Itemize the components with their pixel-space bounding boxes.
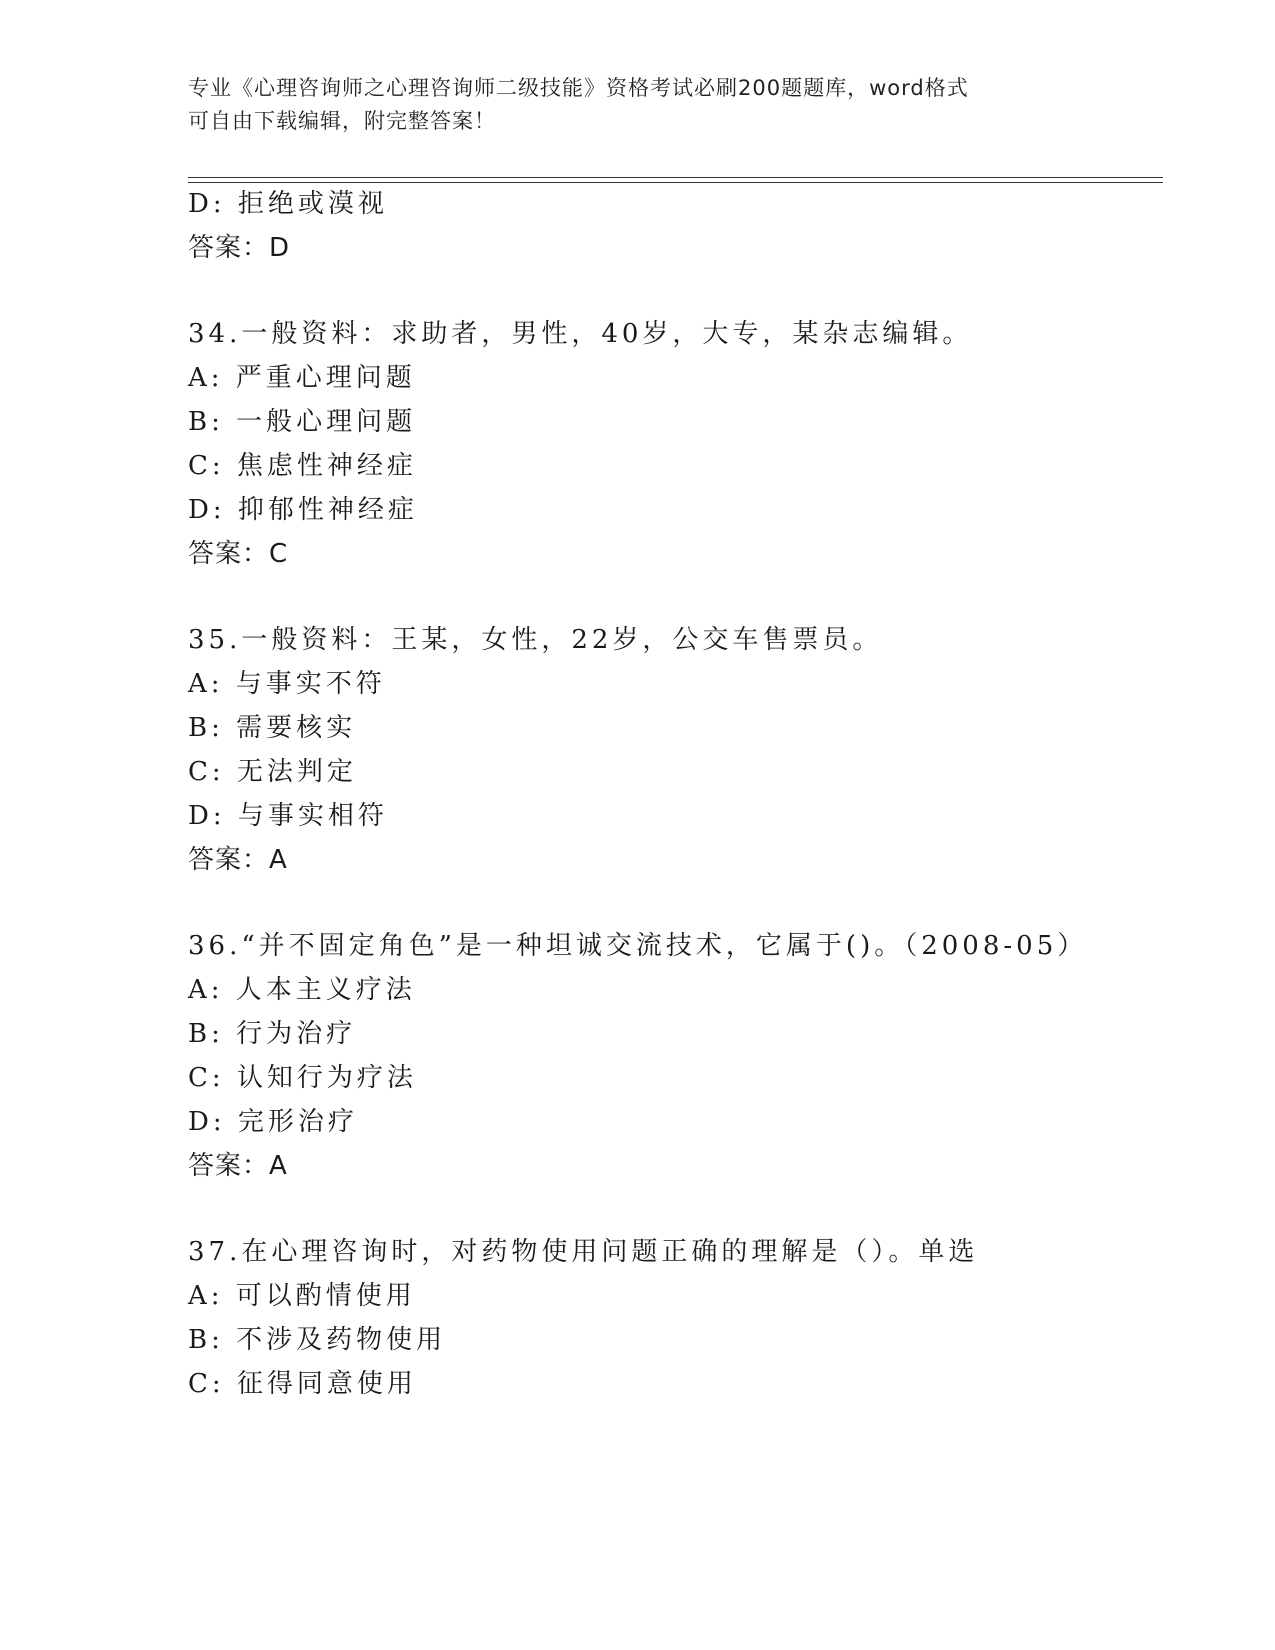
header-divider-bottom xyxy=(188,182,1163,183)
q37-option-b: B: 不涉及药物使用 xyxy=(188,1325,447,1355)
page-header xyxy=(188,72,1088,138)
q35-stem: 35.一般资料：王某，女性，22岁，公交车售票员。 xyxy=(188,625,883,655)
q37-option-c: C: 征得同意使用 xyxy=(188,1369,417,1399)
q36-answer: 答案：A xyxy=(188,1151,288,1181)
q34-option-a: A: 严重心理问题 xyxy=(188,363,416,393)
q36-option-b: B: 行为治疗 xyxy=(188,1019,357,1049)
header-divider-top xyxy=(188,177,1163,178)
prev-option-d: D: 拒绝或漠视 xyxy=(188,189,388,219)
q34-stem: 34.一般资料：求助者，男性，40岁，大专，某杂志编辑。 xyxy=(188,319,973,349)
q36-stem: 36.“并不固定角色”是一种坦诚交流技术，它属于()。（2008-05） xyxy=(188,931,1088,961)
q34-answer: 答案：C xyxy=(188,539,289,569)
q36-option-d: D: 完形治疗 xyxy=(188,1107,358,1137)
header-line-2: 可自由下载编辑，附完整答案！ xyxy=(188,109,496,133)
q35-option-d: D: 与事实相符 xyxy=(188,801,388,831)
q35-answer: 答案：A xyxy=(188,845,288,875)
header-line-1: 专业《心理咨询师之心理咨询师二级技能》资格考试必刷200题题库，word格式 xyxy=(188,76,969,100)
prev-answer: 答案：D xyxy=(188,233,291,263)
q35-option-c: C: 无法判定 xyxy=(188,757,357,787)
q36-option-c: C: 认知行为疗法 xyxy=(188,1063,417,1093)
q34-option-b: B: 一般心理问题 xyxy=(188,407,417,437)
q34-option-c: C: 焦虑性神经症 xyxy=(188,451,417,481)
q35-option-b: B: 需要核实 xyxy=(188,713,357,743)
q36-option-a: A: 人本主义疗法 xyxy=(188,975,416,1005)
q37-option-a: A: 可以酌情使用 xyxy=(188,1281,416,1311)
q37-stem: 37.在心理咨询时，对药物使用问题正确的理解是（）。单选 xyxy=(188,1237,979,1267)
q35-option-a: A: 与事实不符 xyxy=(188,669,386,699)
q34-option-d: D: 抑郁性神经症 xyxy=(188,495,418,525)
